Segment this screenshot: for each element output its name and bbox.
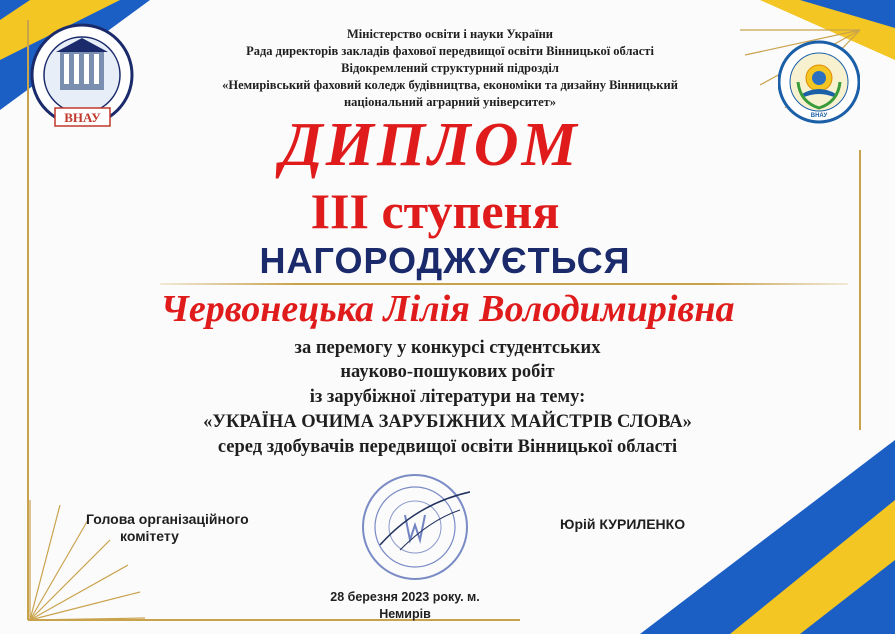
college-logo-abbr: ВНАУ	[64, 110, 101, 125]
signatory-name: Юрій КУРИЛЕНКО	[560, 516, 686, 532]
recipient-name: Червонецька Лілія Володимирівна	[160, 288, 735, 330]
award-city: Немирів	[379, 607, 431, 621]
diploma-degree: ІІІ ступеня	[310, 183, 560, 239]
committee-role-line-2: комітету	[120, 528, 179, 544]
citation-line-5: серед здобувачів передвищої освіти Вінницької області	[217, 437, 678, 457]
citation-line-3: із зарубіжної літератури на тему:	[309, 387, 586, 407]
diploma-title: ДИПЛОМ	[280, 111, 580, 179]
citation-line-4: «УКРАЇНА ОЧИМА ЗАРУБІЖНИХ МАЙСТРІВ СЛОВА»	[203, 412, 692, 432]
committee-role-line-1: Голова організаційного	[86, 511, 249, 527]
citation-line-1: за перемогу у конкурсі студентських	[294, 338, 601, 358]
award-date: 28 березня 2023 року. м.	[330, 590, 480, 604]
citation-line-2: науково-пошукових робіт	[340, 362, 555, 382]
header-line-4: «Немирівський фаховий коледж будівництва, економіки та дизайну Вінницький	[222, 78, 678, 92]
header-line-1: Міністерство освіти і науки України	[347, 27, 553, 41]
header-line-2: Рада директорів закладів фахової передвищої освіти Вінницької області	[246, 44, 654, 58]
divider-line	[160, 283, 848, 285]
awarded-heading: НАГОРОДЖУЄТЬСЯ	[259, 240, 631, 281]
official-stamp	[360, 470, 470, 585]
header-line-5: національний аграрний університет»	[343, 95, 557, 109]
header-line-3: Відокремлений структурний підрозділ	[341, 61, 559, 75]
university-logo-abbr: ВНАУ	[810, 113, 828, 119]
